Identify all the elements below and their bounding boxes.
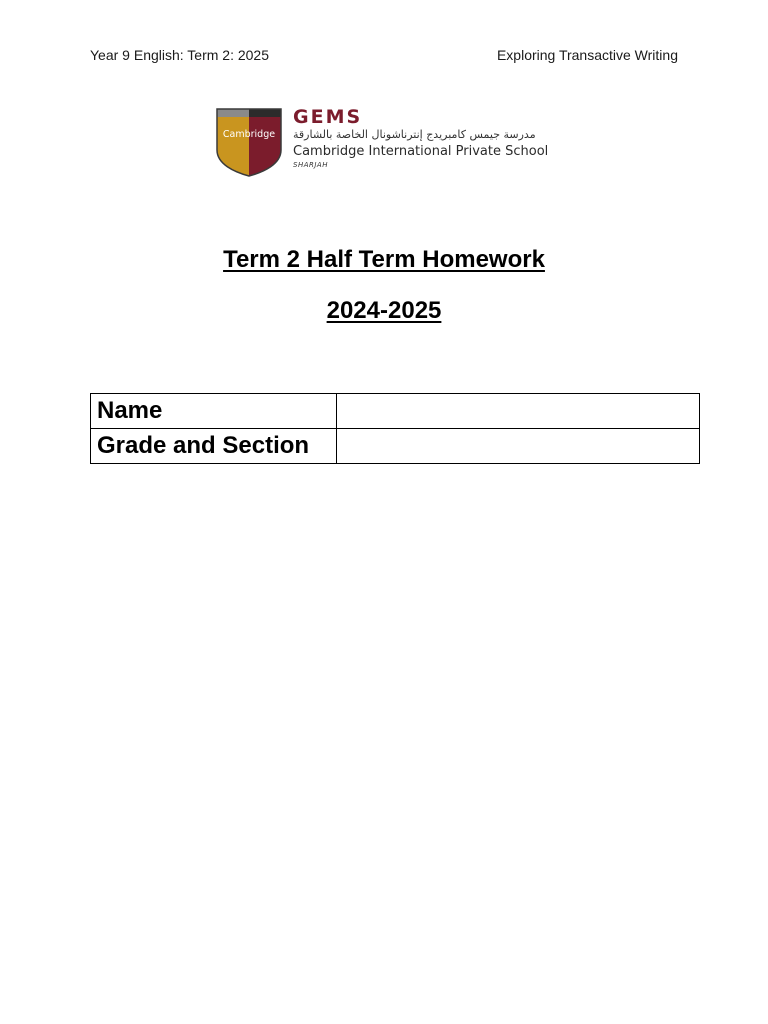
grade-section-label: Grade and Section: [91, 429, 337, 464]
page-title: Term 2 Half Term Homework: [223, 246, 545, 273]
school-name-block: [293, 106, 578, 170]
school-location: SHARJAH: [293, 161, 328, 169]
school-name-english: Cambridge International Private School: [293, 144, 549, 159]
student-info-table: [90, 393, 700, 464]
table-row-name: [91, 394, 700, 429]
grade-section-field[interactable]: [337, 429, 700, 464]
page-header: [90, 47, 678, 63]
header-unit-label: Exploring Transactive Writing: [496, 47, 678, 63]
academic-year: 2024-2025: [326, 297, 442, 324]
school-logo: [214, 106, 574, 178]
school-name-arabic: مدرسة جيمس كامبريدج إنترناشونال الخاصة بالشارقة: [293, 128, 536, 141]
gems-brand-word: GEMS: [293, 106, 363, 128]
name-field[interactable]: [337, 394, 700, 429]
header-course-label: Year 9 English: Term 2: 2025: [90, 47, 270, 63]
table-row-grade-section: [91, 429, 700, 464]
shield-word: Cambridge: [222, 129, 276, 140]
name-label: Name: [91, 394, 337, 429]
cambridge-shield-icon: [214, 106, 284, 178]
